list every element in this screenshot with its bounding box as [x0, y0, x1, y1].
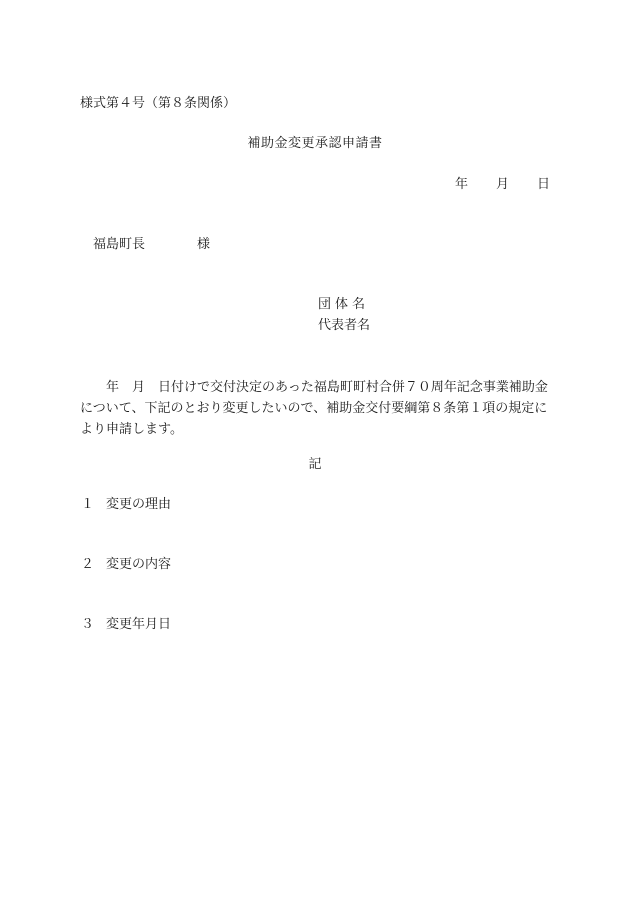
addressee-name: 福島町長 [93, 237, 146, 252]
list-item [81, 617, 171, 633]
item-number: １ [81, 497, 95, 512]
form-number: 様式第４号（第８条関係） [80, 96, 237, 111]
representative-name-label: 代表者名 [318, 318, 371, 333]
item-number: ３ [81, 617, 95, 632]
ki-heading: 記 [308, 457, 322, 472]
date-year: 年 [454, 177, 468, 192]
item-label: 変更の理由 [106, 497, 172, 512]
item-number: ２ [81, 557, 95, 572]
organization-name-label: 団体名 [318, 297, 370, 312]
list-item [81, 557, 171, 573]
date-month: 月 [495, 177, 509, 192]
date-line [455, 177, 550, 193]
addressee-honorific: 様 [197, 237, 211, 252]
list-item [81, 497, 171, 513]
item-label: 変更年月日 [106, 617, 172, 632]
addressee [93, 237, 210, 253]
date-day: 日 [536, 177, 550, 192]
document-title: 補助金変更承認申請書 [247, 136, 383, 151]
body-paragraph: 年 月 日付けで交付決定のあった福島町町村合併７０周年記念事業補助金について、下記のとおり変更したいので、補助金交付要綱第８条第１項の規定により申請します。 [80, 380, 548, 437]
item-label: 変更の内容 [106, 557, 172, 572]
